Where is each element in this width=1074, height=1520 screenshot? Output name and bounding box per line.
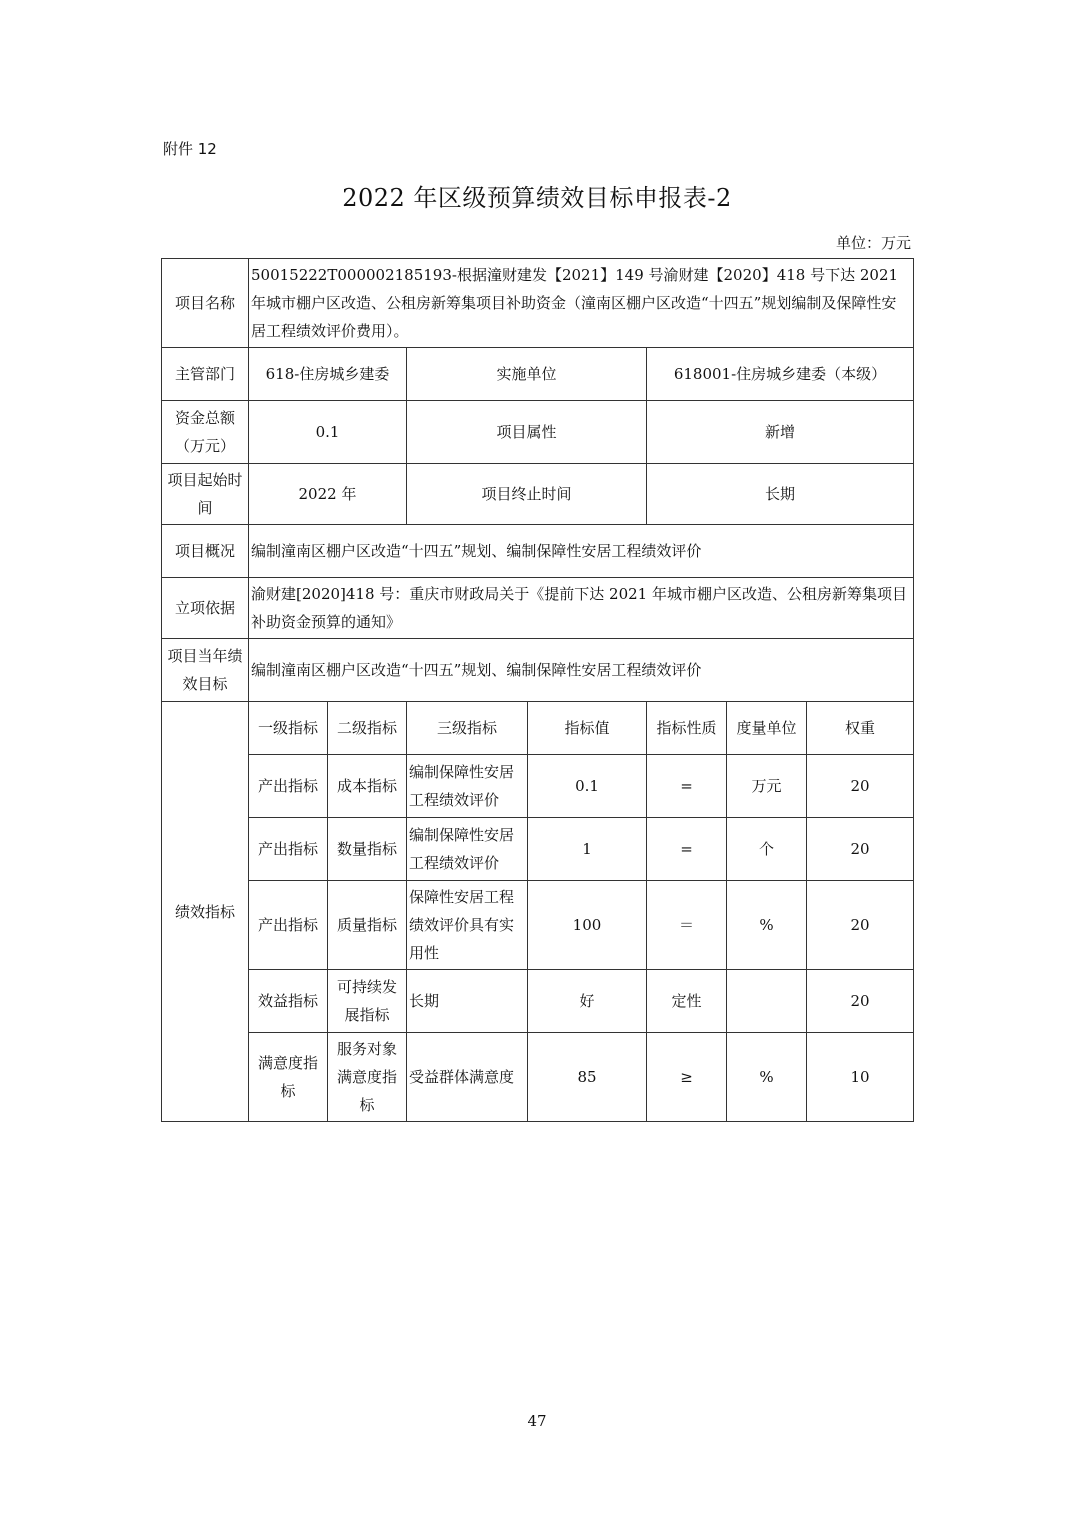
indicator-l2: 服务对象满意度指标	[328, 1033, 407, 1122]
indicator-unit	[727, 970, 807, 1033]
indicator-unit: %	[727, 881, 807, 970]
row-goal	[162, 639, 914, 702]
header-l3: 三级指标	[407, 702, 528, 755]
header-unit: 度量单位	[727, 702, 807, 755]
row-time	[162, 464, 914, 525]
header-l2: 二级指标	[328, 702, 407, 755]
header-value: 指标值	[528, 702, 647, 755]
header-nature: 指标性质	[647, 702, 727, 755]
indicator-unit: %	[727, 1033, 807, 1122]
indicator-value: 85	[528, 1033, 647, 1122]
indicator-l1: 产出指标	[249, 881, 328, 970]
indicator-l1: 产出指标	[249, 755, 328, 818]
table-row	[162, 970, 914, 1033]
indicator-l2: 成本指标	[328, 755, 407, 818]
unit-label: 单位：万元	[835, 234, 911, 252]
header-l1: 一级指标	[249, 702, 328, 755]
impl-label: 实施单位	[407, 348, 647, 401]
indicator-l1: 产出指标	[249, 818, 328, 881]
row-department	[162, 348, 914, 401]
indicator-weight: 10	[807, 1033, 914, 1122]
indicator-weight: 20	[807, 970, 914, 1033]
goal-label: 项目当年绩效目标	[162, 639, 249, 702]
overview-value: 编制潼南区棚户区改造“十四五”规划、编制保障性安居工程绩效评价	[249, 525, 914, 578]
indicator-l1: 效益指标	[249, 970, 328, 1033]
indicator-l2: 可持续发展指标	[328, 970, 407, 1033]
fund-value: 0.1	[249, 401, 407, 464]
indicator-weight: 20	[807, 818, 914, 881]
end-label: 项目终止时间	[407, 464, 647, 525]
indicator-unit: 万元	[727, 755, 807, 818]
indicator-value: 好	[528, 970, 647, 1033]
indicator-l2: 质量指标	[328, 881, 407, 970]
goal-value: 编制潼南区棚户区改造“十四五”规划、编制保障性安居工程绩效评价	[249, 639, 914, 702]
budget-form-table	[161, 258, 914, 1122]
indicator-l1: 满意度指标	[249, 1033, 328, 1122]
start-value: 2022 年	[249, 464, 407, 525]
impl-value: 618001-住房城乡建委（本级）	[647, 348, 914, 401]
indicator-nature: ≥	[647, 1033, 727, 1122]
indicator-nature: ＝	[647, 881, 727, 970]
row-basis	[162, 578, 914, 639]
indicator-unit: 个	[727, 818, 807, 881]
attr-label: 项目属性	[407, 401, 647, 464]
project-name-label: 项目名称	[162, 259, 249, 348]
indicator-weight: 20	[807, 881, 914, 970]
start-label: 项目起始时间	[162, 464, 249, 525]
indicator-l3: 编制保障性安居工程绩效评价	[407, 755, 528, 818]
end-value: 长期	[647, 464, 914, 525]
row-project-name	[162, 259, 914, 348]
table-row	[162, 881, 914, 970]
project-name-value: 50015222T000002185193-根据潼财建发【2021】149 号渝财建【2020】418 号下达 2021 年城市棚户区改造、公租房新筹集项目补助资金（潼南区棚户区改造“十四五”规划编制及保障性安居工程绩效评价费用）。	[249, 259, 914, 348]
indicator-value: 1	[528, 818, 647, 881]
basis-label: 立项依据	[162, 578, 249, 639]
basis-value: 渝财建[2020]418 号：重庆市财政局关于《提前下达 2021 年城市棚户区改造、公租房新筹集项目补助资金预算的通知》	[249, 578, 914, 639]
indicator-l3: 保障性安居工程绩效评价具有实用性	[407, 881, 528, 970]
indicators-section-label: 绩效指标	[162, 702, 249, 1122]
attr-value: 新增	[647, 401, 914, 464]
indicator-nature: 定性	[647, 970, 727, 1033]
page-title: 2022 年区级预算绩效目标申报表-2	[342, 184, 732, 212]
indicator-nature: =	[647, 755, 727, 818]
indicator-value: 100	[528, 881, 647, 970]
table-row	[162, 818, 914, 881]
dept-label: 主管部门	[162, 348, 249, 401]
header-weight: 权重	[807, 702, 914, 755]
indicator-header-row	[162, 702, 914, 755]
page-number: 47	[527, 1412, 547, 1430]
indicator-l3: 编制保障性安居工程绩效评价	[407, 818, 528, 881]
fund-label: 资金总额（万元）	[162, 401, 249, 464]
dept-value: 618-住房城乡建委	[249, 348, 407, 401]
indicator-value: 0.1	[528, 755, 647, 818]
indicator-l2: 数量指标	[328, 818, 407, 881]
indicator-weight: 20	[807, 755, 914, 818]
row-overview	[162, 525, 914, 578]
indicator-nature: =	[647, 818, 727, 881]
overview-label: 项目概况	[162, 525, 249, 578]
indicator-l3: 长期	[407, 970, 528, 1033]
table-row	[162, 1033, 914, 1122]
row-fund	[162, 401, 914, 464]
table-row	[162, 755, 914, 818]
attachment-label: 附件 12	[163, 140, 217, 158]
indicator-l3: 受益群体满意度	[407, 1033, 528, 1122]
